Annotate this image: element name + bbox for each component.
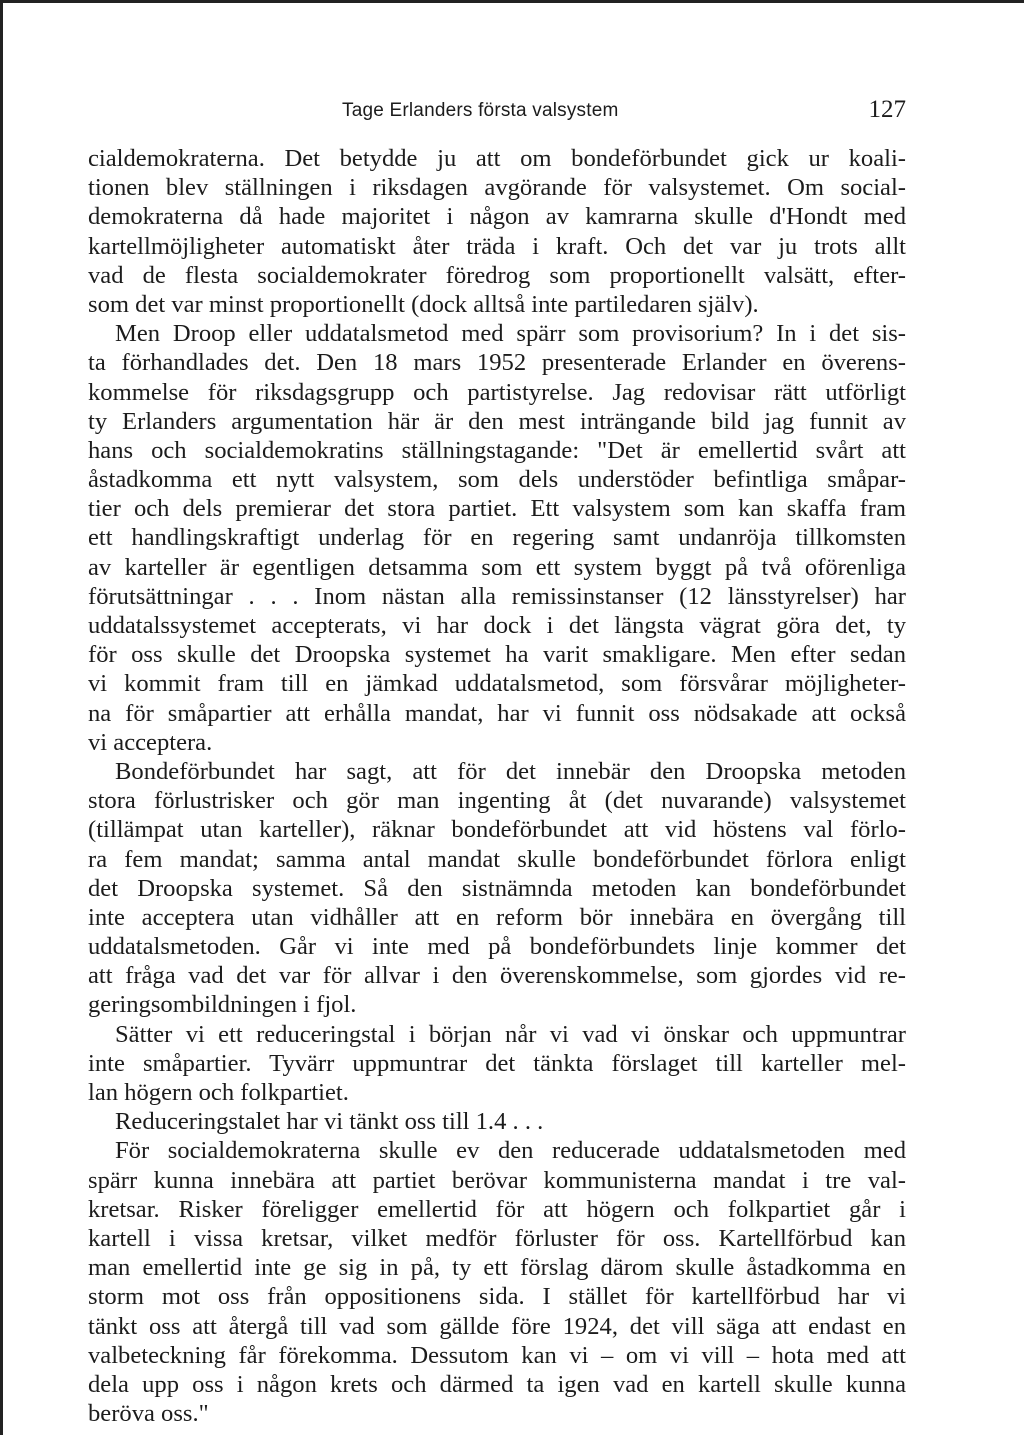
text-line: kretsar. Risker föreligger emellertid för att högern och folkpartiet går i: [88, 1195, 906, 1223]
text-line: uddatalssystemet accepterats, vi har dock i det längsta vägrat göra det, ty: [88, 612, 906, 639]
text-line: hans och socialdemokratins ställningstagande: "Det är emellertid svårt att: [88, 436, 906, 464]
text-line: uddatalsmetoden. Går vi inte med på bondeförbundets linje kommer det: [88, 933, 906, 961]
text-line: inte småpartier. Tyvärr uppmuntrar det tänkta förslaget till karteller mel-: [88, 1049, 906, 1077]
text-line: vi acceptera.: [88, 728, 213, 756]
text-line: spärr kunna innebära att partiet berövar kommunisterna mandat i tre val-: [88, 1166, 906, 1194]
text-line: valbeteckning får förekomma. Dessutom kan vi – om vi vill – hota med att: [88, 1341, 906, 1369]
text-line: som det var minst proportionellt (dock alltså inte partiledaren själv).: [88, 290, 759, 318]
text-line: av karteller är egentligen detsamma som ett system byggt på två oförenliga: [88, 553, 906, 581]
text-line: dela upp oss i någon krets och därmed ta igen vad en kartell skulle kunna: [88, 1370, 906, 1398]
text-line: stora förlustrisker och gör man ingenting åt (det nuvarande) valsystemet: [88, 787, 906, 815]
text-line: demokraterna då hade majoritet i någon av kamrarna skulle d'Hondt med: [88, 203, 906, 231]
text-line: för oss skulle det Droopska systemet ha varit smakligare. Men efter sedan: [88, 641, 906, 669]
text-line: förutsättningar . . . Inom nästan alla remissinstanser (12 länsstyrelser) har: [88, 582, 906, 610]
text-line: cialdemokraterna. Det betydde ju att om bondeförbundet gick ur koali-: [88, 145, 906, 172]
text-line: åstadkomma ett nytt valsystem, som dels understöder befintliga småpar-: [88, 466, 906, 494]
text-line: ett handlingskraftigt underlag för en regering samt undanröja tillkomsten: [88, 524, 906, 552]
text-line: För socialdemokraterna skulle ev den reducerade uddatalsmetoden med: [115, 1137, 906, 1165]
text-line: Reduceringstalet har vi tänkt oss till 1.4 . . .: [115, 1108, 544, 1136]
page-number: 127: [868, 96, 906, 123]
text-line: na för småpartier att erhålla mandat, har vi funnit oss nödsakade att också: [88, 699, 906, 727]
body-text: [88, 144, 906, 1428]
running-title: Tage Erlanders första valsystem: [342, 100, 619, 121]
text-line: Bondeförbundet har sagt, att för det innebär den Droopska metoden: [115, 757, 906, 785]
text-line: tänkt oss att återgå till vad som gällde före 1924, det vill säga att endast en: [88, 1312, 906, 1340]
text-line: kommelse för riksdagsgrupp och partistyrelse. Jag redovisar rätt utförligt: [88, 378, 906, 406]
text-line: ra fem mandat; samma antal mandat skulle bondeförbundet förlora enligt: [88, 845, 906, 873]
text-line: (tillämpat utan karteller), räknar bondeförbundet att vid höstens val förlo-: [88, 816, 906, 844]
text-line: ta förhandlades det. Den 18 mars 1952 presenterade Erlander en överens-: [88, 349, 906, 377]
text-line: storm mot oss från oppositionens sida. I stället för kartellförbud har vi: [88, 1283, 906, 1311]
page-header: [88, 96, 906, 130]
text-line: lan högern och folkpartiet.: [88, 1079, 349, 1106]
text-line: tier och dels premierar det stora partiet. Ett valsystem som kan skaffa fram: [88, 495, 906, 523]
text-line: vi kommit fram till en jämkad uddatalsmetod, som försvårar möjligheter-: [88, 670, 906, 698]
text-line: ty Erlanders argumentation här är den mest inträngande bild jag funnit av: [88, 407, 906, 435]
text-line: inte acceptera utan vidhåller att en reform bör innebära en övergång till: [88, 903, 906, 931]
text-line: Men Droop eller uddatalsmetod med spärr som provisorium? In i det sis-: [115, 320, 906, 348]
text-line: geringsombildningen i fjol.: [88, 991, 357, 1019]
text-line: att fråga vad det var för allvar i den överenskommelse, som gjordes vid re-: [88, 962, 906, 990]
text-line: det Droopska systemet. Så den sistnämnda metoden kan bondeförbundet: [88, 874, 906, 902]
scan-border-left: [0, 0, 3, 1435]
text-line: Sätter vi ett reduceringstal i början når vi vad vi önskar och uppmuntrar: [115, 1020, 906, 1048]
text-line: man emellertid inte ge sig in på, ty ett förslag därom skulle åstadkomma en: [88, 1254, 906, 1282]
text-line: kartell i vissa kretsar, vilket medför förluster för oss. Kartellförbud kan: [88, 1224, 906, 1252]
text-line: tionen blev ställningen i riksdagen avgörande för valsystemet. Om social-: [88, 174, 906, 202]
text-line: vad de flesta socialdemokrater föredrog som proportionellt valsätt, efter-: [88, 261, 906, 289]
text-line: kartellmöjligheter automatiskt åter träda i kraft. Och det var ju trots allt: [88, 232, 906, 260]
text-line: beröva oss.": [88, 1400, 209, 1428]
scan-border-top: [0, 0, 1024, 3]
